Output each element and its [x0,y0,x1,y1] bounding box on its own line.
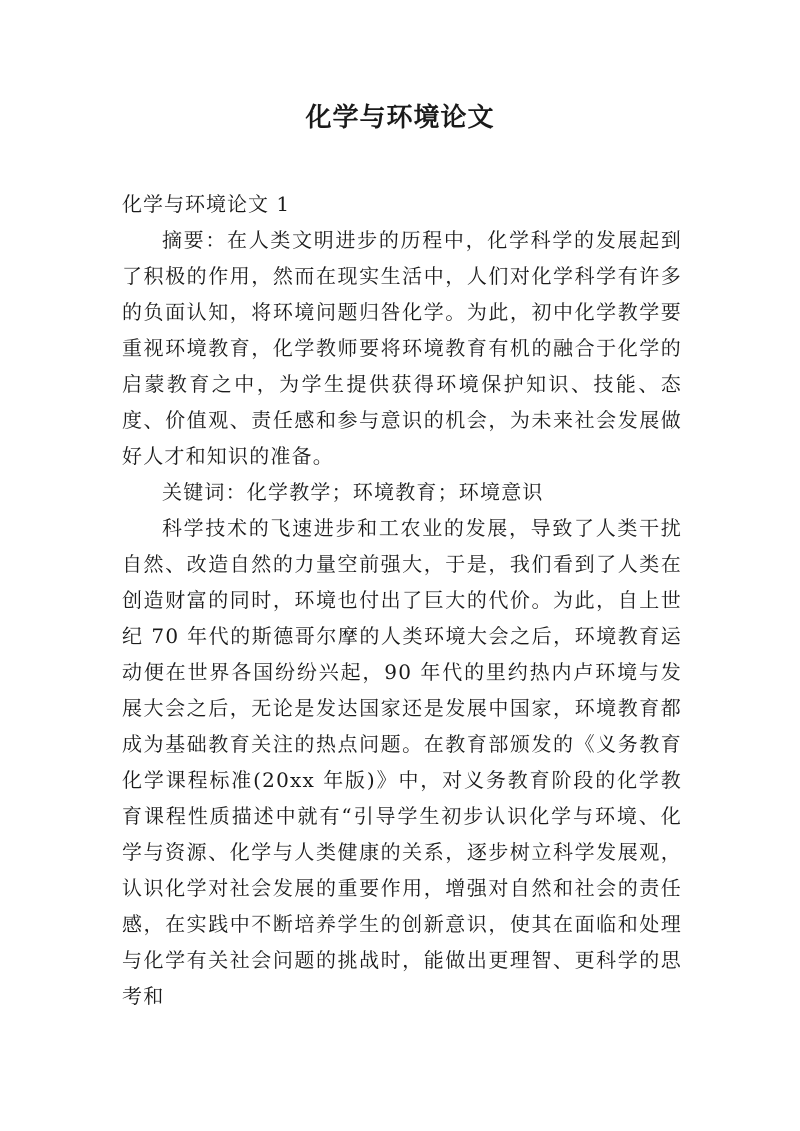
keywords-paragraph: 关键词：化学教学；环境教育；环境意识 [162,480,544,504]
document-body [122,186,682,1014]
body-paragraph: 科学技术的飞速进步和工农业的发展，导致了人类干扰自然、改造自然的力量空前强大，于是，我们看到了人类在创造财富的同时，环境也付出了巨大的代价。为此，自上世纪 70 年代的斯德哥尔摩的人类环境大会之后，环境教育运动便在世界各国纷纷兴起，90 年代的里约热内卢环境与发展大会之后，无论是发达国家还是发展中国家，环境教育都成为基础教育关注的热点问题。在教育部颁发的《义务教育化学课程标准(20xx 年版)》中，对义务教育阶段的化学教育课程性质描述中就有“引导学生初步认识化学与环境、化学与资源、化学与人类健康的关系，逐步树立科学发展观，认识化学对社会发展的重要作用，增强对自然和社会的责任感，在实践中不断培养学生的创新意识，使其在面临和处理与化学有关社会问题的挑战时，能做出更理智、更科学的思考和 [122,516,682,1008]
document-title: 化学与环境论文 [305,103,495,133]
abstract-paragraph: 摘要：在人类文明进步的历程中，化学科学的发展起到了积极的作用，然而在现实生活中，人们对化学科学有许多的负面认知，将环境问题归咎化学。为此，初中化学教学要重视环境教育，化学教师要将环境教育有机的融合于化学的启蒙教育之中，为学生提供获得环境保护知识、技能、态度、价值观、责任感和参与意识的机会，为未来社会发展做好人才和知识的准备。 [122,228,682,468]
section-heading: 化学与环境论文 1 [122,192,291,216]
